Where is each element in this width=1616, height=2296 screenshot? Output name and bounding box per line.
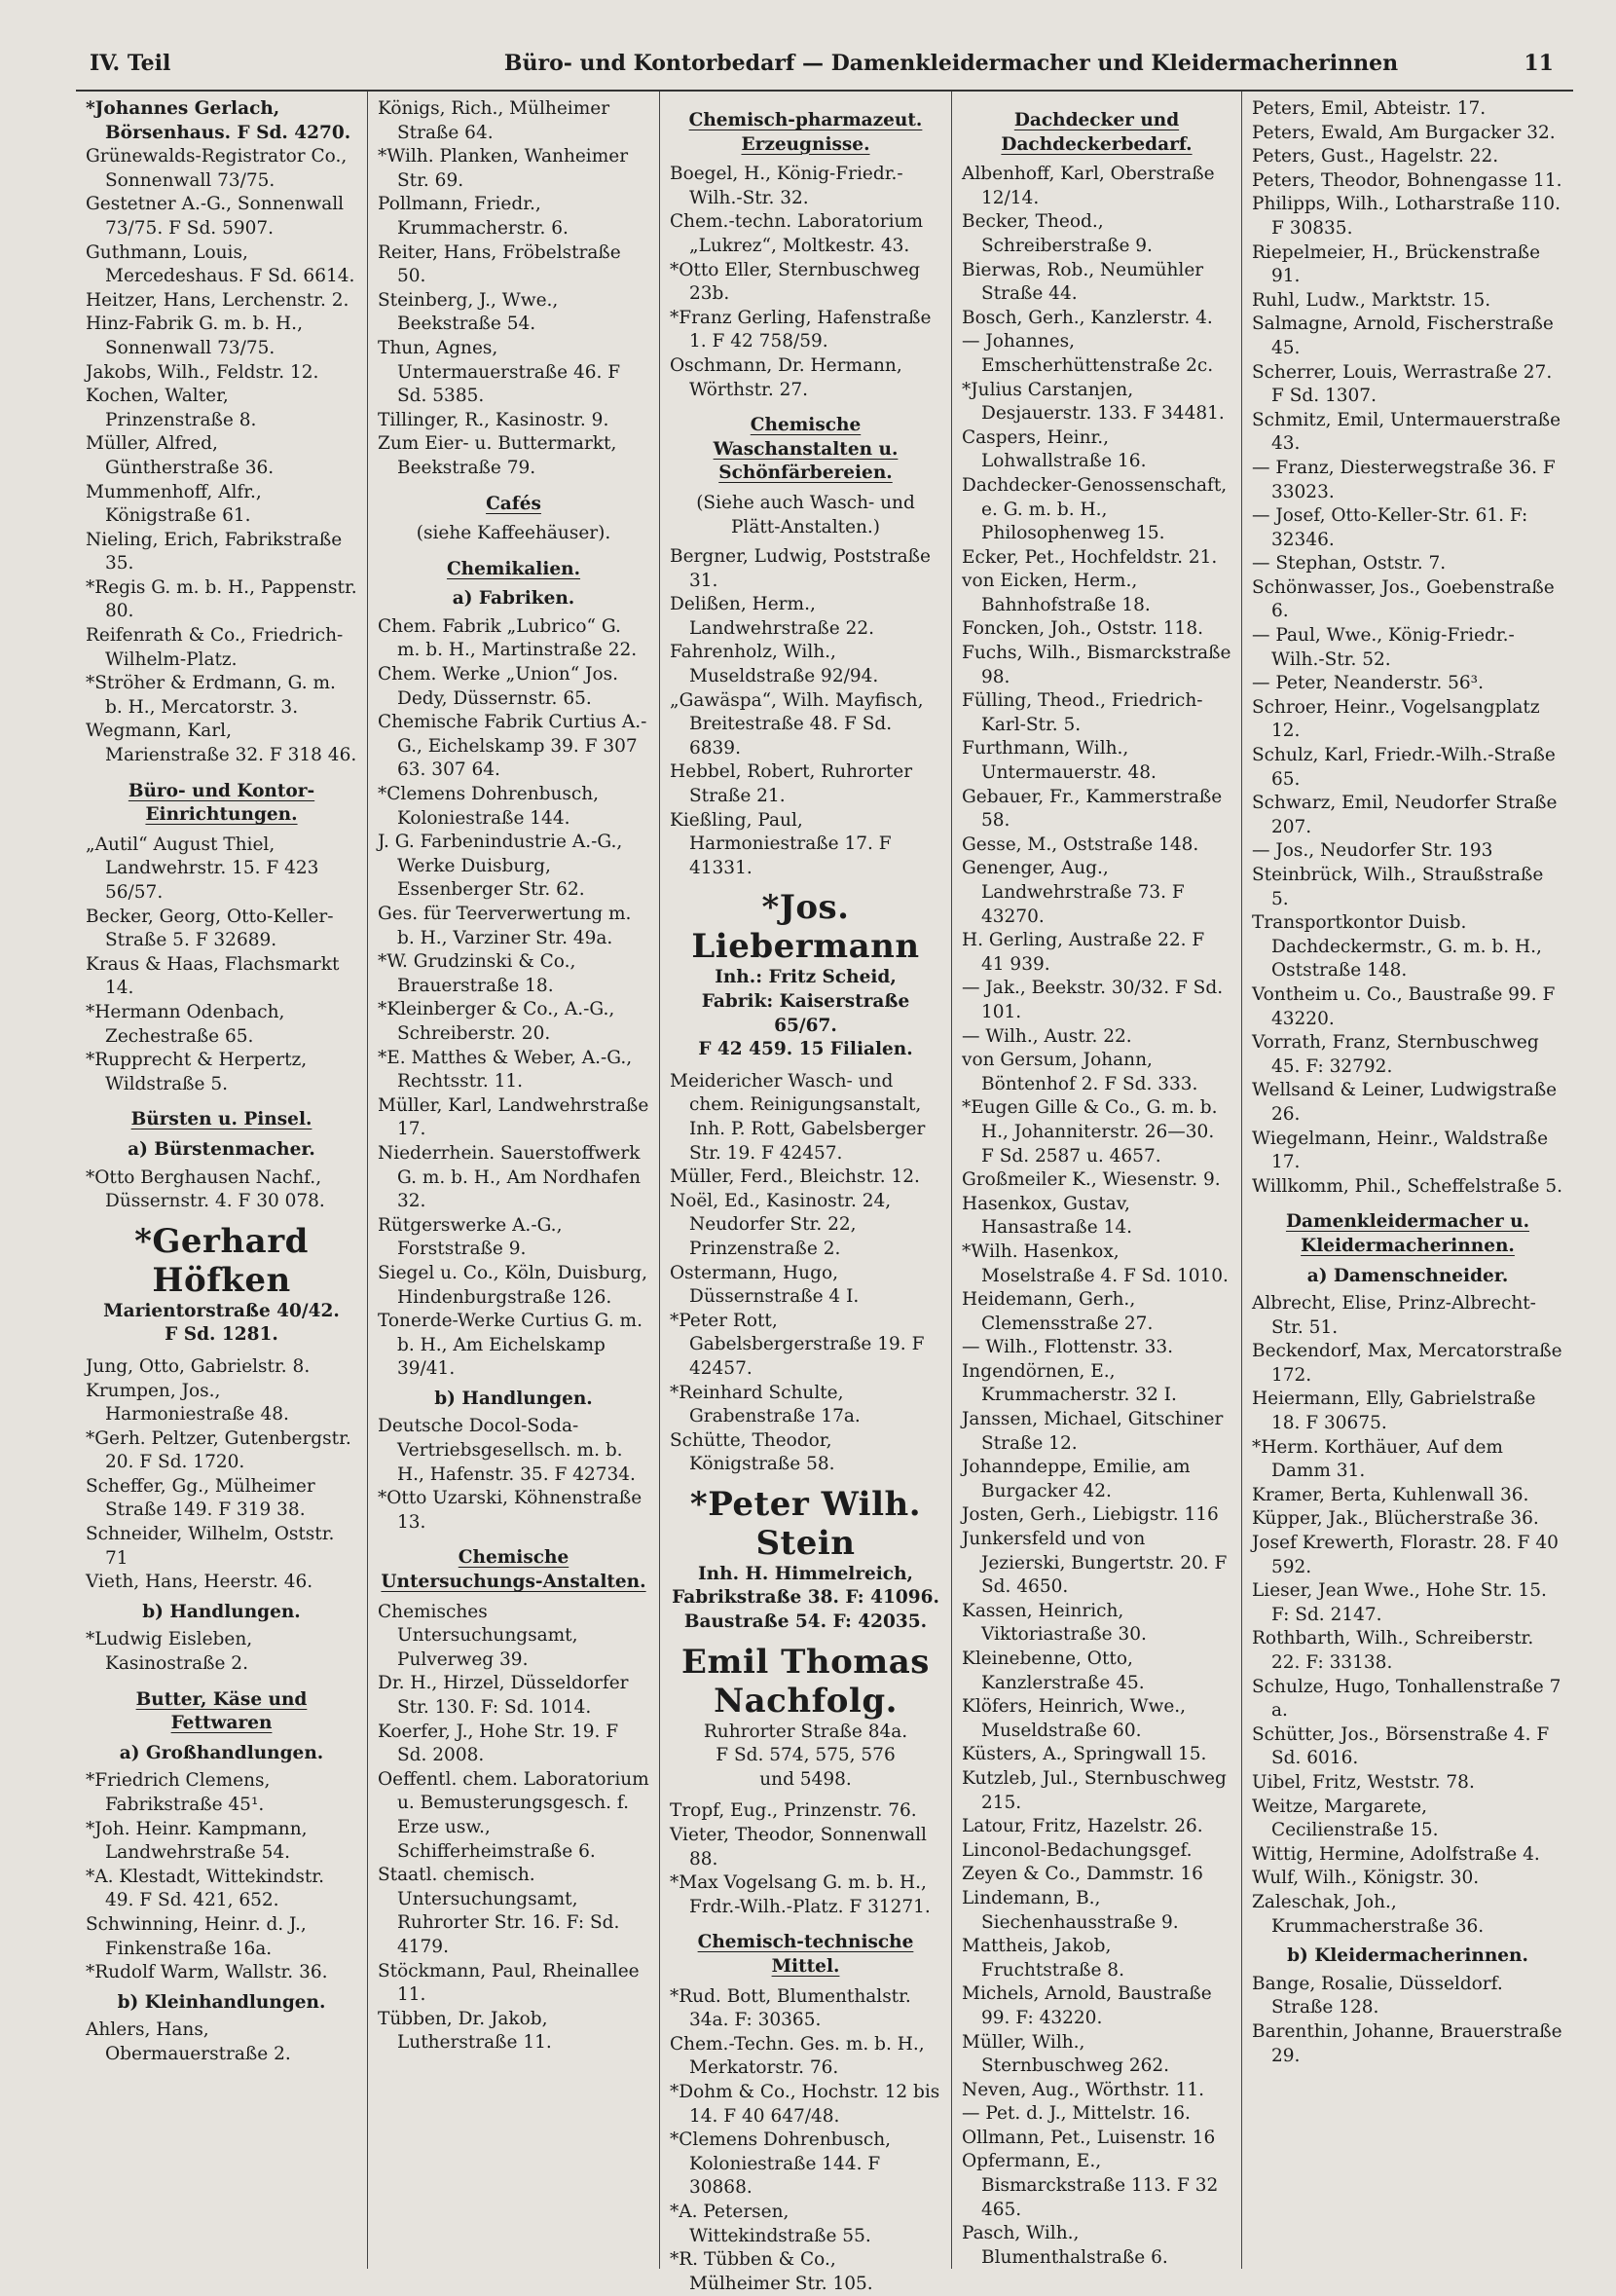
section-heading: Damenkleidermacher u. Kleidermacherinnen. — [1285, 1211, 1530, 1256]
directory-entry: Chem.-techn. Laboratorium „Lukrez“, Moltkestr. 43. — [670, 211, 923, 256]
directory-entry: Chem. Werke „Union“ Jos. Dedy, Düssernstr. 65. — [378, 664, 618, 709]
directory-entry: — Wilh., Flottenstr. 33. — [962, 1337, 1174, 1358]
directory-entry: Chem. Fabrik „Lubrico“ G. m. b. H., Martinstraße 22. — [378, 615, 638, 661]
subsection-heading: b) Handlungen. — [434, 1388, 593, 1409]
directory-entry: *Rudolf Warm, Wallstr. 36. — [86, 1962, 328, 1983]
directory-entry: Schulze, Hugo, Tonhallenstraße 7 a. — [1252, 1676, 1561, 1722]
directory-entry: Wiegelmann, Heinr., Waldstraße 17. — [1252, 1128, 1549, 1173]
directory-entry: Zeyen & Co., Dammstr. 16 — [962, 1864, 1203, 1885]
directory-entry: *Franz Gerling, Hafenstraße 1. F 42 758/59. — [670, 307, 932, 352]
directory-entry: Hasenkox, Gustav, Hansastraße 14. — [962, 1193, 1133, 1239]
directory-entry: Scheffer, Gg., Mülheimer Straße 149. F 319 38. — [86, 1475, 315, 1521]
directory-entry: Schütter, Jos., Börsenstraße 4. F Sd. 6016. — [1252, 1723, 1550, 1769]
directory-entry: Boegel, H., König-Friedr.-Wilh.-Str. 32. — [670, 164, 903, 208]
directory-entry: — Wilh., Austr. 22. — [962, 1025, 1132, 1047]
advertisement-line: Inh. H. Himmelreich, — [698, 1563, 913, 1584]
directory-entry: „Autil“ August Thiel, Landwehrstr. 15. F 423 56/57. — [86, 833, 319, 903]
directory-entry: *W. Grudzinski & Co., Brauerstraße 18. — [378, 951, 576, 996]
directory-entry: *E. Matthes & Weber, A.-G., Rechtsstr. 11. — [378, 1047, 633, 1092]
directory-entry: *Julius Carstanjen, Desjauerstr. 133. F 34481. — [962, 379, 1225, 425]
subsection-heading: a) Damenschneider. — [1306, 1265, 1509, 1286]
directory-entry: — Pet. d. J., Mittelstr. 16. — [962, 2103, 1191, 2125]
directory-entry: Beckendorf, Max, Mercatorstraße 172. — [1252, 1341, 1562, 1386]
advertisement-line: Baustraße 54. F: 42035. — [683, 1611, 928, 1633]
directory-entry: *Rupprecht & Herpertz, Wildstraße 5. — [86, 1050, 308, 1094]
directory-entry: Furthmann, Wilh., Untermauerstr. 48. — [962, 738, 1157, 784]
subsection-heading: b) Handlungen. — [142, 1601, 301, 1622]
cross-reference-note: (Siehe auch Wasch- und Plätt-Anstalten.) — [696, 492, 915, 537]
directory-entry: Peters, Emil, Abteistr. 17. — [1252, 98, 1487, 119]
directory-entry: Fülling, Theod., Friedrich-Karl-Str. 5. — [962, 690, 1203, 735]
directory-entry: Kochen, Walter, Prinzenstraße 8. — [86, 386, 257, 430]
directory-entry: *Rud. Bott, Blumenthalstr. 34a. F: 30365. — [670, 1985, 911, 2031]
section-heading: Chemikalien. — [446, 558, 581, 579]
directory-entry: Guthmann, Louis, Mercedeshaus. F Sd. 6614. — [86, 241, 355, 287]
directory-entry: Hebbel, Robert, Ruhrorter Straße 21. — [670, 761, 913, 807]
directory-entry: von Eicken, Herm., Bahnhofstraße 18. — [962, 571, 1151, 615]
directory-entry: Bange, Rosalie, Düsseldorf. Straße 128. — [1252, 1973, 1503, 2018]
directory-entry: Grünewalds-Registrator Co., Sonnenwall 73/75. — [86, 146, 348, 191]
directory-entry: „Gawäspa“, Wilh. Mayfisch, Breitestraße 48. F Sd. 6839. — [670, 689, 924, 759]
columns — [76, 92, 1573, 2294]
running-title: Büro- und Kontorbedarf — Damenkleidermacher und Kleidermacherinnen — [503, 51, 1399, 76]
directory-entry: Pasch, Wilh., Blumenthalstraße 6. — [962, 2223, 1168, 2268]
subsection-heading: a) Fabriken. — [452, 588, 575, 610]
directory-entry: *Clemens Dohrenbusch, Koloniestraße 144. F 30868. — [670, 2129, 892, 2199]
section-heading: Chemisch-technische Mittel. — [697, 1932, 914, 1977]
directory-entry: Schneider, Wilhelm, Oststr. 71 — [86, 1524, 335, 1569]
directory-entry: *Johannes Gerlach, Börsenhaus. F Sd. 4270. — [86, 98, 351, 143]
directory-entry: Müller, Wilh., Sternbuschweg 262. — [962, 2031, 1170, 2077]
directory-entry: Hinz-Fabrik G. m. b. H., Sonnenwall 73/75. — [86, 314, 303, 358]
section-heading: Büro- und Kontor-Einrichtungen. — [128, 780, 315, 826]
section-heading: Chemisch-pharmazeut. Erzeugnisse. — [688, 110, 923, 155]
directory-entry: Kramer, Berta, Kuhlenwall 36. — [1252, 1484, 1529, 1505]
directory-entry: Opfermann, E., Bismarckstraße 113. F 32 465. — [962, 2151, 1219, 2220]
directory-entry: Stöckmann, Paul, Rheinallee 11. — [378, 1960, 640, 2006]
directory-entry: Wittig, Hermine, Adolfstraße 4. — [1252, 1843, 1540, 1865]
directory-entry: — Peter, Neanderstr. 56³. — [1252, 673, 1484, 694]
directory-entry: Kassen, Heinrich, Viktoriastraße 30. — [962, 1600, 1147, 1646]
directory-entry: *Ludwig Eisleben, Kasinostraße 2. — [86, 1629, 253, 1675]
part-label: IV. Teil — [90, 51, 171, 76]
directory-entry: Meidericher Wasch- und chem. Reinigungsanstalt, Inh. P. Rott, Gabelsberger Str. 19. F 42457. — [670, 1070, 926, 1164]
directory-entry: Krumpen, Jos., Harmoniestraße 48. — [86, 1380, 289, 1426]
directory-entry: *Dohm & Co., Hochstr. 12 bis 14. F 40 647/48. — [670, 2081, 940, 2127]
directory-entry: Großmeiler K., Wiesenstr. 9. — [962, 1169, 1221, 1191]
advertisement-line: Marientorstraße 40/42. — [103, 1300, 340, 1321]
directory-entry: Josten, Gerh., Liebigstr. 116 — [962, 1504, 1219, 1526]
directory-entry: Caspers, Heinr., Lohwallstraße 16. — [962, 426, 1147, 472]
directory-entry: Jakobs, Wilh., Feldstr. 12. — [86, 361, 319, 383]
advertisement-line: Fabrikstraße 38. F: 41096. — [672, 1587, 939, 1609]
directory-entry: Dr. H., Hirzel, Düsseldorfer Str. 130. F: Sd. 1014. — [378, 1673, 629, 1718]
advertisement — [670, 888, 941, 1061]
directory-entry: Schroer, Heinr., Vogelsangplatz 12. — [1252, 696, 1540, 742]
column-5 — [1242, 92, 1573, 2269]
subsection-heading: b) Kleidermacherinnen. — [1287, 1945, 1528, 1967]
directory-entry: Niederrhein. Sauerstoffwerk G. m. b. H., Am Nordhafen 32. — [378, 1142, 642, 1212]
directory-entry: Siegel u. Co., Köln, Duisburg, Hindenburgstraße 126. — [378, 1262, 647, 1308]
directory-entry: — Stephan, Oststr. 7. — [1252, 553, 1447, 574]
directory-entry: Bosch, Gerh., Kanzlerstr. 4. — [962, 307, 1213, 328]
directory-entry: Transportkontor Duisb. Dachdeckermstr., G. m. b. H., Oststraße 148. — [1252, 912, 1542, 981]
directory-entry: Thun, Agnes, Untermauerstraße 46. F Sd. 5385. — [378, 337, 621, 407]
directory-entry: Peters, Theodor, Bohnengasse 11. — [1252, 169, 1562, 191]
directory-entry: Vieth, Hans, Heerstr. 46. — [86, 1572, 313, 1593]
directory-entry: *Eugen Gille & Co., G. m. b. H., Johanniterstr. 26—30. F Sd. 2587 u. 4657. — [962, 1097, 1218, 1167]
directory-entry: Chemisches Untersuchungsamt, Pulverweg 39. — [378, 1601, 578, 1670]
directory-entry: Ruhl, Ludw., Marktstr. 15. — [1252, 289, 1491, 311]
directory-entry: Albenhoff, Karl, Oberstraße 12/14. — [962, 164, 1215, 208]
directory-entry: Küpper, Jak., Blücherstraße 36. — [1252, 1508, 1539, 1530]
directory-entry: Latour, Fritz, Hazelstr. 26. — [962, 1816, 1203, 1837]
directory-entry: *Hermann Odenbach, Zechestraße 65. — [86, 1001, 285, 1047]
section-heading: Dachdecker und Dachdeckerbedarf. — [1001, 110, 1193, 155]
directory-entry: *Otto Eller, Sternbuschweg 23b. — [670, 259, 921, 305]
advertisement-line: F 42 459. 15 Filialen. — [698, 1039, 913, 1060]
directory-entry: Janssen, Michael, Gitschiner Straße 12. — [962, 1409, 1224, 1454]
directory-entry: Rothbarth, Wilh., Schreiberstr. 22. F: 33138. — [1252, 1628, 1534, 1673]
directory-entry: — Johannes, Emscherhüttenstraße 2c. — [962, 331, 1214, 376]
directory-entry: Rütgerswerke A.-G., Forststraße 9. — [378, 1214, 563, 1260]
directory-entry: *Max Vogelsang G. m. b. H., Frdr.-Wilh.-Platz. F 31271. — [670, 1872, 931, 1917]
directory-entry: Tropf, Eug., Prinzenstr. 76. — [670, 1800, 917, 1822]
directory-entry: — Jak., Beekstr. 30/32. F Sd. 101. — [962, 978, 1224, 1022]
directory-entry: Pollmann, Friedr., Krummacherstr. 6. — [378, 194, 569, 239]
directory-entry: Salmagne, Arnold, Fischerstraße 45. — [1252, 314, 1554, 358]
directory-entry: Bergner, Ludwig, Poststraße 31. — [670, 546, 931, 591]
directory-entry: Reiter, Hans, Fröbelstraße 50. — [378, 241, 621, 287]
directory-entry: *Ströher & Erdmann, G. m. b. H., Mercatorstr. 3. — [86, 673, 336, 718]
directory-entry: Dachdecker-Genossenschaft, e. G. m. b. H., Philosophenweg 15. — [962, 474, 1228, 544]
advertisement — [86, 1222, 357, 1348]
directory-entry: Fahrenholz, Wilh., Museldstraße 92/94. — [670, 642, 879, 687]
directory-entry: — Jos., Neudorfer Str. 193 — [1252, 840, 1493, 862]
advertisement-name: *Peter Wilh. Stein — [689, 1484, 922, 1563]
advertisement-name: *Gerhard Höfken — [134, 1221, 309, 1300]
directory-entry: *Friedrich Clemens, Fabrikstraße 45¹. — [86, 1770, 271, 1815]
directory-entry: Müller, Karl, Landwehrstraße 17. — [378, 1094, 649, 1140]
directory-entry: Schütte, Theodor, Königstraße 58. — [670, 1429, 835, 1475]
subsection-heading: b) Kleinhandlungen. — [117, 1991, 326, 2013]
directory-entry: Neven, Aug., Wörthstr. 11. — [962, 2079, 1204, 2100]
directory-entry: Riepelmeier, H., Brückenstraße 91. — [1252, 241, 1541, 287]
directory-entry: *A. Klestadt, Wittekindstr. 49. F Sd. 421, 652. — [86, 1866, 324, 1911]
directory-entry: Küsters, A., Springwall 15. — [962, 1744, 1207, 1765]
page-number: 11 — [1524, 51, 1554, 76]
directory-entry: Barenthin, Johanne, Brauerstraße 29. — [1252, 2020, 1562, 2066]
directory-entry: Reifenrath & Co., Friedrich-Wilhelm-Platz. — [86, 625, 344, 670]
directory-entry: Willkomm, Phil., Scheffelstraße 5. — [1252, 1175, 1563, 1197]
directory-entry: Kießling, Paul, Harmoniestraße 17. F 41331. — [670, 809, 892, 878]
directory-entry: *Reinhard Schulte, Grabenstraße 17a. — [670, 1382, 861, 1427]
directory-entry: *Herm. Korthäuer, Auf dem Damm 31. — [1252, 1436, 1503, 1482]
column-4 — [952, 92, 1242, 2269]
directory-entry: Johanndeppe, Emilie, am Burgacker 42. — [962, 1457, 1191, 1501]
directory-entry: Kraus & Haas, Flachsmarkt 14. — [86, 953, 340, 999]
directory-entry: Klöfers, Heinrich, Wwe., Museldstraße 60. — [962, 1696, 1187, 1741]
directory-entry: Chemische Fabrik Curtius A.-G., Eichelskamp 39. F 307 63. 307 64. — [378, 712, 647, 781]
directory-entry: Wulf, Wilh., Königstr. 30. — [1252, 1868, 1480, 1889]
directory-entry: Bierwas, Rob., Neumühler Straße 44. — [962, 259, 1204, 305]
section-heading: Butter, Käse und Fettwaren — [135, 1688, 308, 1734]
directory-entry: Steinbrück, Wilh., Straußstraße 5. — [1252, 865, 1544, 909]
directory-entry: Foncken, Joh., Oststr. 118. — [962, 618, 1203, 640]
advertisement-line: und 5498. — [759, 1768, 852, 1790]
directory-entry: Schmitz, Emil, Untermauerstraße 43. — [1252, 409, 1561, 455]
directory-entry: Josef Krewerth, Florastr. 28. F 40 592. — [1252, 1533, 1559, 1577]
directory-entry: Nieling, Erich, Fabrikstraße 35. — [86, 529, 343, 574]
directory-entry: J. G. Farbenindustrie A.-G., Werke Duisburg, Essenberger Str. 62. — [378, 832, 623, 901]
directory-entry: Steinberg, J., Wwe., Beekstraße 54. — [378, 289, 559, 335]
advertisement-line: Fabrik: Kaiserstraße 65/67. — [701, 991, 910, 1036]
column-1 — [76, 92, 368, 2269]
directory-entry: *Otto Berghausen Nachf., Düssernstr. 4. F 30 078. — [86, 1167, 325, 1212]
directory-entry: Peters, Ewald, Am Burgacker 32. — [1252, 122, 1556, 143]
directory-entry: *R. Tübben & Co., Mülheimer Str. 105. — [670, 2249, 873, 2294]
directory-entry: Tillinger, R., Kasinostr. 9. — [378, 409, 609, 430]
directory-entry: *Kleinberger & Co., A.-G., Schreiberstr. 20. — [378, 999, 615, 1044]
directory-entry: Linconol-Bedachungsgef. — [962, 1839, 1193, 1861]
directory-entry: — Franz, Diesterwegstraße 36. F 33023. — [1252, 457, 1556, 502]
directory-entry: Deutsche Docol-Soda-Vertriebsgesellsch. m. b. H., Hafenstr. 35. F 42734. — [378, 1416, 636, 1485]
directory-entry: Gebauer, Fr., Kammerstraße 58. — [962, 786, 1223, 832]
directory-entry: Philipps, Wilh., Lotharstraße 110. F 30835. — [1252, 194, 1561, 239]
directory-entry: Fuchs, Wilh., Bismarckstraße 98. — [962, 643, 1231, 687]
directory-entry: Ostermann, Hugo, Düssernstraße 4 I. — [670, 1262, 860, 1308]
directory-entry: *Joh. Heinr. Kampmann, Landwehrstraße 54. — [86, 1818, 308, 1864]
directory-entry: Peters, Gust., Hagelstr. 22. — [1252, 146, 1499, 167]
directory-entry: Chem.-Techn. Ges. m. b. H., Merkatorstr. 76. — [670, 2033, 925, 2079]
directory-entry: *Wilh. Hasenkox, Moselstraße 4. F Sd. 1010. — [962, 1241, 1229, 1286]
directory-entry: Lindemann, B., Siechenhausstraße 9. — [962, 1887, 1179, 1933]
directory-entry: Heidemann, Gerh., Clemensstraße 27. — [962, 1289, 1154, 1334]
directory-entry: Schwinning, Heinr. d. J., Finkenstraße 16a. — [86, 1913, 307, 1959]
directory-entry: Ges. für Teerverwertung m. b. H., Varziner Str. 49a. — [378, 904, 632, 948]
directory-entry: Lieser, Jean Wwe., Hohe Str. 15. F: Sd. 2147. — [1252, 1580, 1547, 1625]
advertisement-line: F Sd. 1281. — [165, 1324, 278, 1346]
page-header — [76, 47, 1573, 92]
subsection-heading: a) Großhandlungen. — [119, 1742, 324, 1763]
directory-entry: H. Gerling, Austraße 22. F 41 939. — [962, 930, 1205, 975]
directory-entry: Mattheis, Jakob, Fruchtstraße 8. — [962, 1936, 1124, 1981]
directory-entry: Michels, Arnold, Baustraße 99. F: 43220. — [962, 1983, 1212, 2028]
directory-entry: Ollmann, Pet., Luisenstr. 16 — [962, 2127, 1216, 2148]
section-heading: Chemische Untersuchungs-Anstalten. — [381, 1547, 646, 1593]
directory-entry: Oschmann, Dr. Hermann, Wörthstr. 27. — [670, 354, 902, 400]
directory-entry: Kleinebenne, Otto, Kanzlerstraße 45. — [962, 1648, 1145, 1693]
directory-entry: Ingendörnen, E., Krummacherstr. 32 I. — [962, 1360, 1177, 1406]
directory-entry: Ecker, Pet., Hochfeldstr. 21. — [962, 546, 1218, 568]
directory-entry: Becker, Theod., Schreiberstraße 9. — [962, 211, 1153, 256]
directory-entry: — Josef, Otto-Keller-Str. 61. F: 32346. — [1252, 505, 1528, 550]
directory-entry: Gesse, M., Oststraße 148. — [962, 833, 1199, 855]
directory-entry: Weitze, Margarete, Cecilienstraße 15. — [1252, 1796, 1439, 1841]
directory-entry: Schönwasser, Jos., Goebenstraße 6. — [1252, 576, 1555, 622]
directory-entry: Noël, Ed., Kasinostr. 24, Neudorfer Str. 22, Prinzenstraße 2. — [670, 1190, 892, 1259]
directory-entry: Wellsand & Leiner, Ludwigstraße 26. — [1252, 1080, 1558, 1125]
advertisement-line: Ruhrorter Straße 84a. — [703, 1721, 908, 1742]
directory-entry: Vontheim u. Co., Baustraße 99. F 43220. — [1252, 983, 1556, 1029]
directory-entry: Müller, Alfred, Güntherstraße 36. — [86, 433, 275, 478]
directory-entry: Becker, Georg, Otto-Keller-Straße 5. F 32689. — [86, 906, 334, 951]
directory-entry: Zum Eier- u. Buttermarkt, Beekstraße 79. — [378, 433, 617, 478]
section-heading: Chemische Waschanstalten u. Schönfärbereien. — [713, 415, 899, 484]
cross-reference-note: (siehe Kaffeehäuser). — [416, 523, 611, 544]
directory-entry: Jung, Otto, Gabrielstr. 8. — [86, 1355, 311, 1377]
directory-entry: Schwarz, Emil, Neudorfer Straße 207. — [1252, 793, 1558, 837]
directory-entry: *Otto Uzarski, Köhnenstraße 13. — [378, 1488, 643, 1533]
directory-entry: Wegmann, Karl, Marienstraße 32. F 318 46. — [86, 721, 357, 766]
directory-entry: Heiermann, Elly, Gabrielstraße 18. F 30675. — [1252, 1389, 1536, 1434]
subsection-heading: a) Bürstenmacher. — [128, 1138, 315, 1160]
directory-entry: *Regis G. m. b. H., Pappenstr. 80. — [86, 576, 357, 622]
directory-entry: Albrecht, Elise, Prinz-Albrecht-Str. 51. — [1252, 1293, 1536, 1338]
advertisement — [670, 1485, 941, 1635]
directory-entry: Schulz, Karl, Friedr.-Wilh.-Straße 65. — [1252, 745, 1556, 790]
directory-entry: Tübben, Dr. Jakob, Lutherstraße 11. — [378, 2008, 552, 2054]
directory-entry: — Paul, Wwe., König-Friedr.-Wilh.-Str. 52. — [1252, 625, 1515, 670]
directory-entry: Scherrer, Louis, Werrastraße 27. F Sd. 1307. — [1252, 361, 1553, 407]
advertisement-line: F Sd. 574, 575, 576 — [716, 1745, 896, 1766]
directory-entry: Koerfer, J., Hohe Str. 19. F Sd. 2008. — [378, 1721, 619, 1766]
directory-entry: Gestetner A.-G., Sonnenwall 73/75. F Sd. 5907. — [86, 194, 345, 239]
directory-entry: *Gerh. Peltzer, Gutenbergstr. 20. F Sd. 1720. — [86, 1427, 351, 1473]
section-heading: Cafés — [486, 493, 541, 514]
directory-entry: *Wilh. Planken, Wanheimer Str. 69. — [378, 146, 629, 191]
directory-entry: Vorrath, Franz, Sternbuschweg 45. F: 32792. — [1252, 1032, 1539, 1077]
directory-entry: Zaleschak, Joh., Krummacherstraße 36. — [1252, 1891, 1485, 1937]
directory-entry: Kutzleb, Jul., Sternbuschweg 215. — [962, 1767, 1227, 1813]
advertisement-line: Inh.: Fritz Scheid, — [715, 967, 897, 988]
directory-entry: Müller, Ferd., Bleichstr. 12. — [670, 1167, 920, 1188]
section-heading: Bürsten u. Pinsel. — [130, 1109, 312, 1130]
directory-entry: Oeffentl. chem. Laboratorium u. Bemusterungsgesch. f. Erze usw., Schifferheimstraße 6. — [378, 1768, 649, 1862]
directory-entry: *A. Petersen, Wittekindstraße 55. — [670, 2201, 871, 2246]
advertisement-name: *Jos. Liebermann — [691, 888, 920, 967]
directory-entry: Junkersfeld und von Jezierski, Bungertstr. 20. F Sd. 4650. — [962, 1529, 1228, 1598]
advertisement — [670, 1643, 941, 1793]
directory-entry: Mummenhoff, Alfr., Königstraße 61. — [86, 481, 262, 527]
advertisement-name: Emil Thomas Nachfolg. — [681, 1642, 930, 1721]
column-3 — [660, 92, 952, 2294]
directory-entry: Ahlers, Hans, Obermauerstraße 2. — [86, 2019, 291, 2064]
column-2 — [368, 92, 660, 2269]
directory-entry: Tonerde-Werke Curtius G. m. b. H., Am Eichelskamp 39/41. — [378, 1311, 643, 1380]
directory-entry: Königs, Rich., Mülheimer Straße 64. — [378, 98, 610, 143]
directory-entry: Uibel, Fritz, Weststr. 78. — [1252, 1771, 1475, 1793]
directory-entry: Heitzer, Hans, Lerchenstr. 2. — [86, 289, 349, 311]
directory-entry: *Clemens Dohrenbusch, Koloniestraße 144. — [378, 784, 600, 829]
directory-entry: Vieter, Theodor, Sonnenwall 88. — [670, 1825, 927, 1870]
directory-entry: Staatl. chemisch. Untersuchungsamt, Ruhrorter Str. 16. F: Sd. 4179. — [378, 1865, 620, 1957]
directory-entry: von Gersum, Johann, Böntenhof 2. F Sd. 333. — [962, 1050, 1198, 1094]
directory-entry: *Peter Rott, Gabelsbergerstraße 19. F 42457. — [670, 1310, 925, 1379]
directory-entry: Genenger, Aug., Landwehrstraße 73. F 43270. — [962, 858, 1185, 927]
directory-entry: Delißen, Herm., Landwehrstraße 22. — [670, 594, 875, 639]
